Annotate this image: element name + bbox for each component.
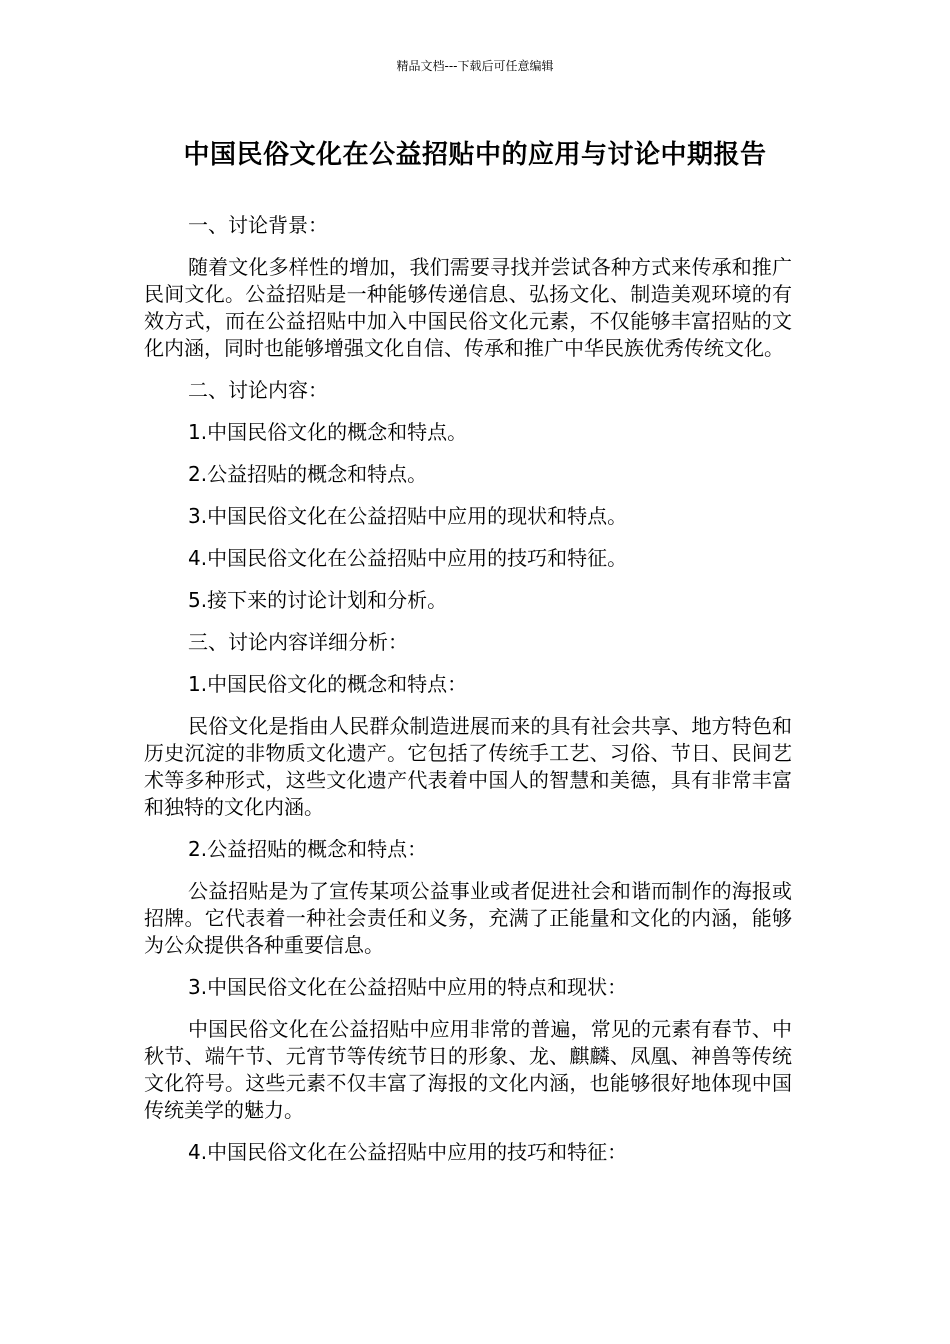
paragraph: 公益招贴是为了宣传某项公益事业或者促进社会和谐而制作的海报或招牌。它代表着一种社会责任和义务，充满了正能量和文化的内涵，能够为公众提供各种重要信息。	[144, 879, 792, 957]
subheading: 4.中国民俗文化在公益招贴中应用的技巧和特征：	[188, 1140, 628, 1164]
list-item: 2.公益招贴的概念和特点。	[188, 462, 428, 486]
section-heading-content: 二、讨论内容：	[188, 378, 328, 402]
paragraph: 民俗文化是指由人民群众制造进展而来的具有社会共享、地方特色和历史沉淀的非物质文化遗产。它包括了传统手工艺、习俗、节日、民间艺术等多种形式，这些文化遗产代表着中国人的智慧和美德，具有非常丰富和独特的文化内涵。	[144, 714, 792, 819]
list-item: 5.接下来的讨论计划和分析。	[188, 588, 448, 612]
subheading: 2.公益招贴的概念和特点：	[188, 837, 428, 861]
section-heading-analysis: 三、讨论内容详细分析：	[188, 630, 408, 654]
subheading: 3.中国民俗文化在公益招贴中应用的特点和现状：	[188, 975, 628, 999]
document-title: 中国民俗文化在公益招贴中的应用与讨论中期报告	[183, 140, 767, 170]
list-item: 3.中国民俗文化在公益招贴中应用的现状和特点。	[188, 504, 628, 528]
list-item: 4.中国民俗文化在公益招贴中应用的技巧和特征。	[188, 546, 628, 570]
document-body	[144, 212, 792, 1181]
paragraph: 中国民俗文化在公益招贴中应用非常的普遍，常见的元素有春节、中秋节、端午节、元宵节等传统节日的形象、龙、麒麟、凤凰、神兽等传统文化符号。这些元素不仅丰富了海报的文化内涵，也能够很好地体现中国传统美学的魅力。	[144, 1017, 792, 1122]
section-heading-background: 一、讨论背景：	[188, 213, 328, 237]
paragraph-background: 随着文化多样性的增加，我们需要寻找并尝试各种方式来传承和推广民间文化。公益招贴是一种能够传递信息、弘扬文化、制造美观环境的有效方式，而在公益招贴中加入中国民俗文化元素，不仅能够丰富招贴的文化内涵，同时也能够增强文化自信、传承和推广中华民族优秀传统文化。	[144, 255, 792, 360]
subheading: 1.中国民俗文化的概念和特点：	[188, 672, 468, 696]
list-item: 1.中国民俗文化的概念和特点。	[188, 420, 468, 444]
header-note: 精品文档---下载后可任意编辑	[396, 59, 554, 73]
